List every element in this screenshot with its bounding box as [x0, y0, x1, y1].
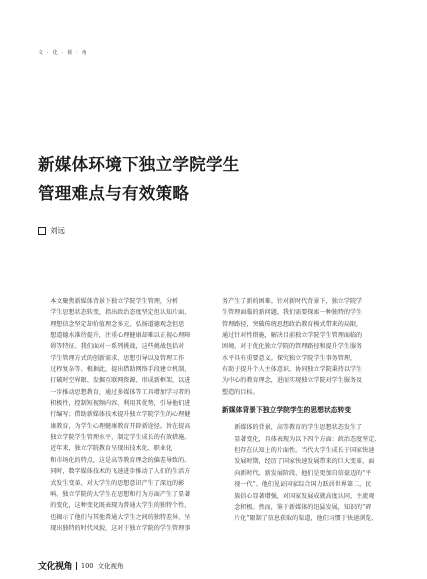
text-line: 困境。对于优化独立学院的管理路径和提升学生服务 [222, 343, 363, 351]
text-line: 显著变化，具体表现为以下四个方面：政治态度坚定、 [234, 435, 381, 443]
text-line: 学生管理方式的创新需求、思想引导以及管理工作 [50, 354, 185, 362]
author-byline [38, 225, 65, 236]
text-line: 族信心显著增强，对国家发展成就高度认同，主流观 [234, 492, 375, 500]
text-line: 现出独特的时代风貌，这对于独立学院的学生管理事 [50, 524, 191, 532]
text-line: 一步推动思想教育，通过多媒体等工具增加学习者的 [50, 388, 191, 396]
text-line: 念积极。然而，鉴于新媒体的迅猛发展，知识的“碎 [234, 503, 372, 511]
text-line: 管理路径，突破传统思想政治教育模式带来的局限， [222, 320, 363, 328]
text-line: 但存在认知上的片面性。当代大学生成长于国家快速 [234, 447, 375, 455]
text-line: 的变化，这种变化既表现为普通大学生的独特个性， [50, 502, 191, 510]
page-footer [38, 559, 123, 572]
magazine-name: 文化视角 [97, 562, 124, 570]
text-line: 行编写；借助新媒体技术提升独立学院学生的心理健 [50, 411, 191, 419]
text-line: 务产生了新的困难。针对新时代背景下，独立学院学 [222, 298, 363, 305]
author-name: 刘远 [50, 226, 65, 235]
text-line: 学生思想状态转变，指出政治态度坚定但认知片面、 [50, 309, 191, 317]
text-line: 新媒体的背景，高等教育的学生思想状态发生了 [234, 424, 363, 432]
text-line: 康教育，为学生心理健康教育开辟新途径。旨在提高 [50, 422, 191, 430]
text-line: 也揭示了他们与其他普通大学生之间的独特差异，呈 [50, 513, 191, 521]
text-line: 响。独立学院的大学生在思想和行为方面产生了显著 [50, 490, 191, 498]
text-line: 独立学院学生管理水平，制定学生成长的有效措施。 [50, 434, 191, 442]
text-line: 式发生变革，对大学生的思想意识产生了深远的影 [50, 479, 185, 487]
text-line: 积极性，控制短视频内容、利用其优势，引导他们进 [50, 400, 191, 408]
page-number[interactable]: 100 [81, 561, 94, 570]
text-line: 想道德水准待提升，注重心理健康却难以正视心理障 [50, 332, 191, 340]
author-box-icon [38, 227, 46, 235]
footer-divider [76, 562, 77, 570]
title-line-1: 新媒体环境下独立学院学生 [38, 155, 240, 174]
section-subheading: 新媒体背景下独立学院学生的思想状态转变 [222, 406, 352, 415]
text-line: 通过针对性措施，解决目前独立学院学生管理面临的 [222, 332, 363, 340]
text-line: 同时，数字媒体技术的飞速进步推动了人们的生活方 [50, 468, 191, 476]
text-line: 碍等特征。我们面对一系列挑战，这些挑战包括对 [50, 343, 185, 351]
text-line: 视一代”。他们见证国家综合国力跃居世界第二，民 [234, 481, 372, 489]
paragraph [222, 296, 404, 398]
paragraph [38, 296, 220, 443]
text-line: 有助于提升个人主体意识，协同独立学院秉持以学生 [222, 366, 363, 374]
text-line: 为中心的教育理念，进而实现独立学院对学生服务及 [222, 377, 363, 385]
text-line: 和市场化的特点，这是高等教育理念的偏差导致的。 [50, 456, 191, 464]
paragraph [222, 422, 404, 524]
section-tag: 文 · 化 · 视 · 角 [38, 50, 88, 56]
text-line: 生管理面临的新问题，我们需要探索一种独特的学生 [222, 309, 363, 317]
text-line: 塑造的目标。 [222, 388, 259, 396]
text-line: 向新时代、新发展阶段，他们是更加自信豪迈的“平 [234, 469, 372, 477]
text-line: 本文聚焦新媒体背景下独立学院学生管理，分析 [50, 298, 179, 305]
text-line: 发展时期，经历了国家快速发展带来的巨大变革，面 [234, 458, 375, 466]
text-line: 近年来，独立学院教育呈现出技术化、职业化 [50, 445, 173, 453]
text-line: 片化”限制了信息获取的渠道，他们习惯于快速浏览、 [234, 515, 378, 523]
magazine-logo: 文化视角 [38, 562, 73, 572]
right-column [222, 296, 404, 525]
title-line-2: 管理难点与有效策略 [38, 184, 190, 203]
text-line: 理想信念坚定却价值理念多元、弘扬道德观念但思 [50, 320, 185, 328]
article-title [38, 150, 240, 208]
paragraph [38, 443, 220, 534]
left-column [38, 296, 220, 534]
text-line: 过程复杂等。根据此，提出借助网络手段建立机制， [50, 366, 191, 374]
text-line: 水平具有重要意义。探究独立学院学生事务管理， [222, 354, 357, 362]
text-line: 打破时空界限、发掘互联网资源、形成新框架，以进 [50, 377, 191, 385]
